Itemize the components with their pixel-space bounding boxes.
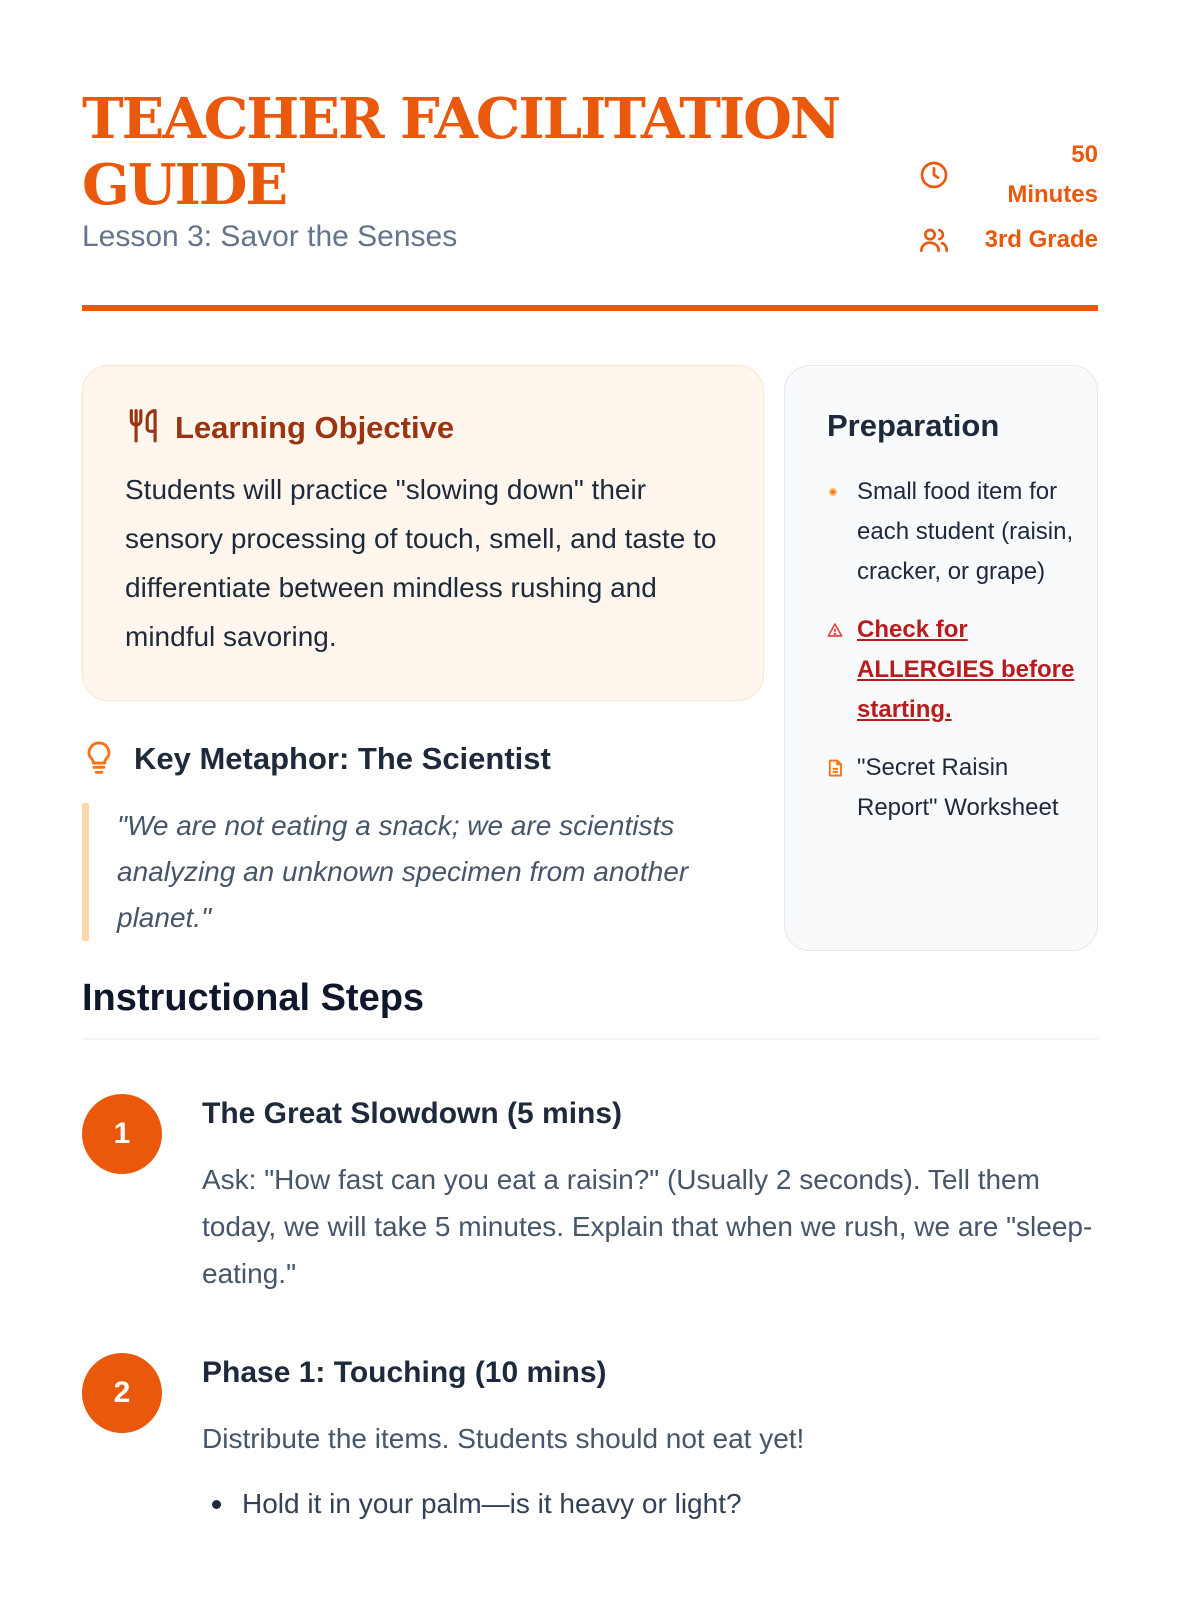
grade-badge xyxy=(918,224,1098,256)
list-item: Hold it in your palm—is it heavy or light? xyxy=(202,1482,1098,1526)
metaphor-quote: "We are not eating a snack; we are scientists analyzing an unknown specimen from another planet." xyxy=(82,803,764,941)
preparation-title: Preparation xyxy=(827,408,1000,443)
steps-title: Instructional Steps xyxy=(82,977,425,1019)
lesson-subtitle: Lesson 3: Savor the Senses xyxy=(82,220,458,253)
step-title: Phase 1: Touching (10 mins) xyxy=(202,1356,607,1389)
objective-text: Students will practice "slowing down" their sensory processing of touch, smell, and taste to differentiate between mindless rushing and mindful savoring. xyxy=(125,474,717,652)
page-title: TEACHER FACILITATION GUIDE xyxy=(82,86,840,218)
step-item xyxy=(82,1353,1098,1526)
step-bullet-list xyxy=(202,1482,1098,1526)
metaphor-title: Key Metaphor: The Scientist xyxy=(134,740,551,776)
learning-objective-card xyxy=(82,365,764,701)
grade-text: 3rd Grade xyxy=(984,226,1098,253)
instructional-steps xyxy=(82,971,1098,1526)
users-icon xyxy=(918,224,950,256)
prep-item-text: "Secret Raisin Report" Worksheet xyxy=(857,754,1059,821)
preparation-card xyxy=(784,365,1098,951)
document-icon xyxy=(827,748,843,788)
objective-heading xyxy=(125,406,723,449)
preparation-list xyxy=(827,472,1077,828)
step-title: The Great Slowdown (5 mins) xyxy=(202,1097,623,1130)
key-metaphor-section xyxy=(82,736,764,941)
overview-section xyxy=(82,311,1098,971)
duration-text: 50 Minutes xyxy=(1007,141,1098,208)
clock-icon xyxy=(918,159,950,191)
list-item xyxy=(827,472,1077,592)
step-text: Distribute the items. Students should not eat yet! xyxy=(202,1423,805,1454)
allergy-warning: Check for ALLERGIES before starting. xyxy=(857,616,1075,723)
utensils-icon xyxy=(125,406,163,449)
prep-item-text: Small food item for each student (raisin, cracker, or grape) xyxy=(857,478,1074,585)
step-number-badge: 2 xyxy=(82,1353,162,1433)
step-text: Ask: "How fast can you eat a raisin?" (Usually 2 seconds). Tell them today, we will take 5 minutes. Explain that when we rush, we are "sleep-eating." xyxy=(202,1164,1093,1289)
list-item xyxy=(827,748,1077,828)
lesson-meta xyxy=(918,134,1098,256)
step-number-badge: 1 xyxy=(82,1094,162,1174)
step-item xyxy=(82,1094,1098,1297)
lightbulb-icon xyxy=(82,736,116,781)
dot-icon xyxy=(827,472,843,512)
divider xyxy=(82,1038,1098,1040)
warning-icon xyxy=(827,610,843,650)
guide-header xyxy=(82,0,1098,311)
metaphor-heading xyxy=(82,736,764,781)
objective-title: Learning Objective xyxy=(175,409,455,445)
duration-badge xyxy=(918,134,1098,216)
list-item xyxy=(827,610,1077,730)
